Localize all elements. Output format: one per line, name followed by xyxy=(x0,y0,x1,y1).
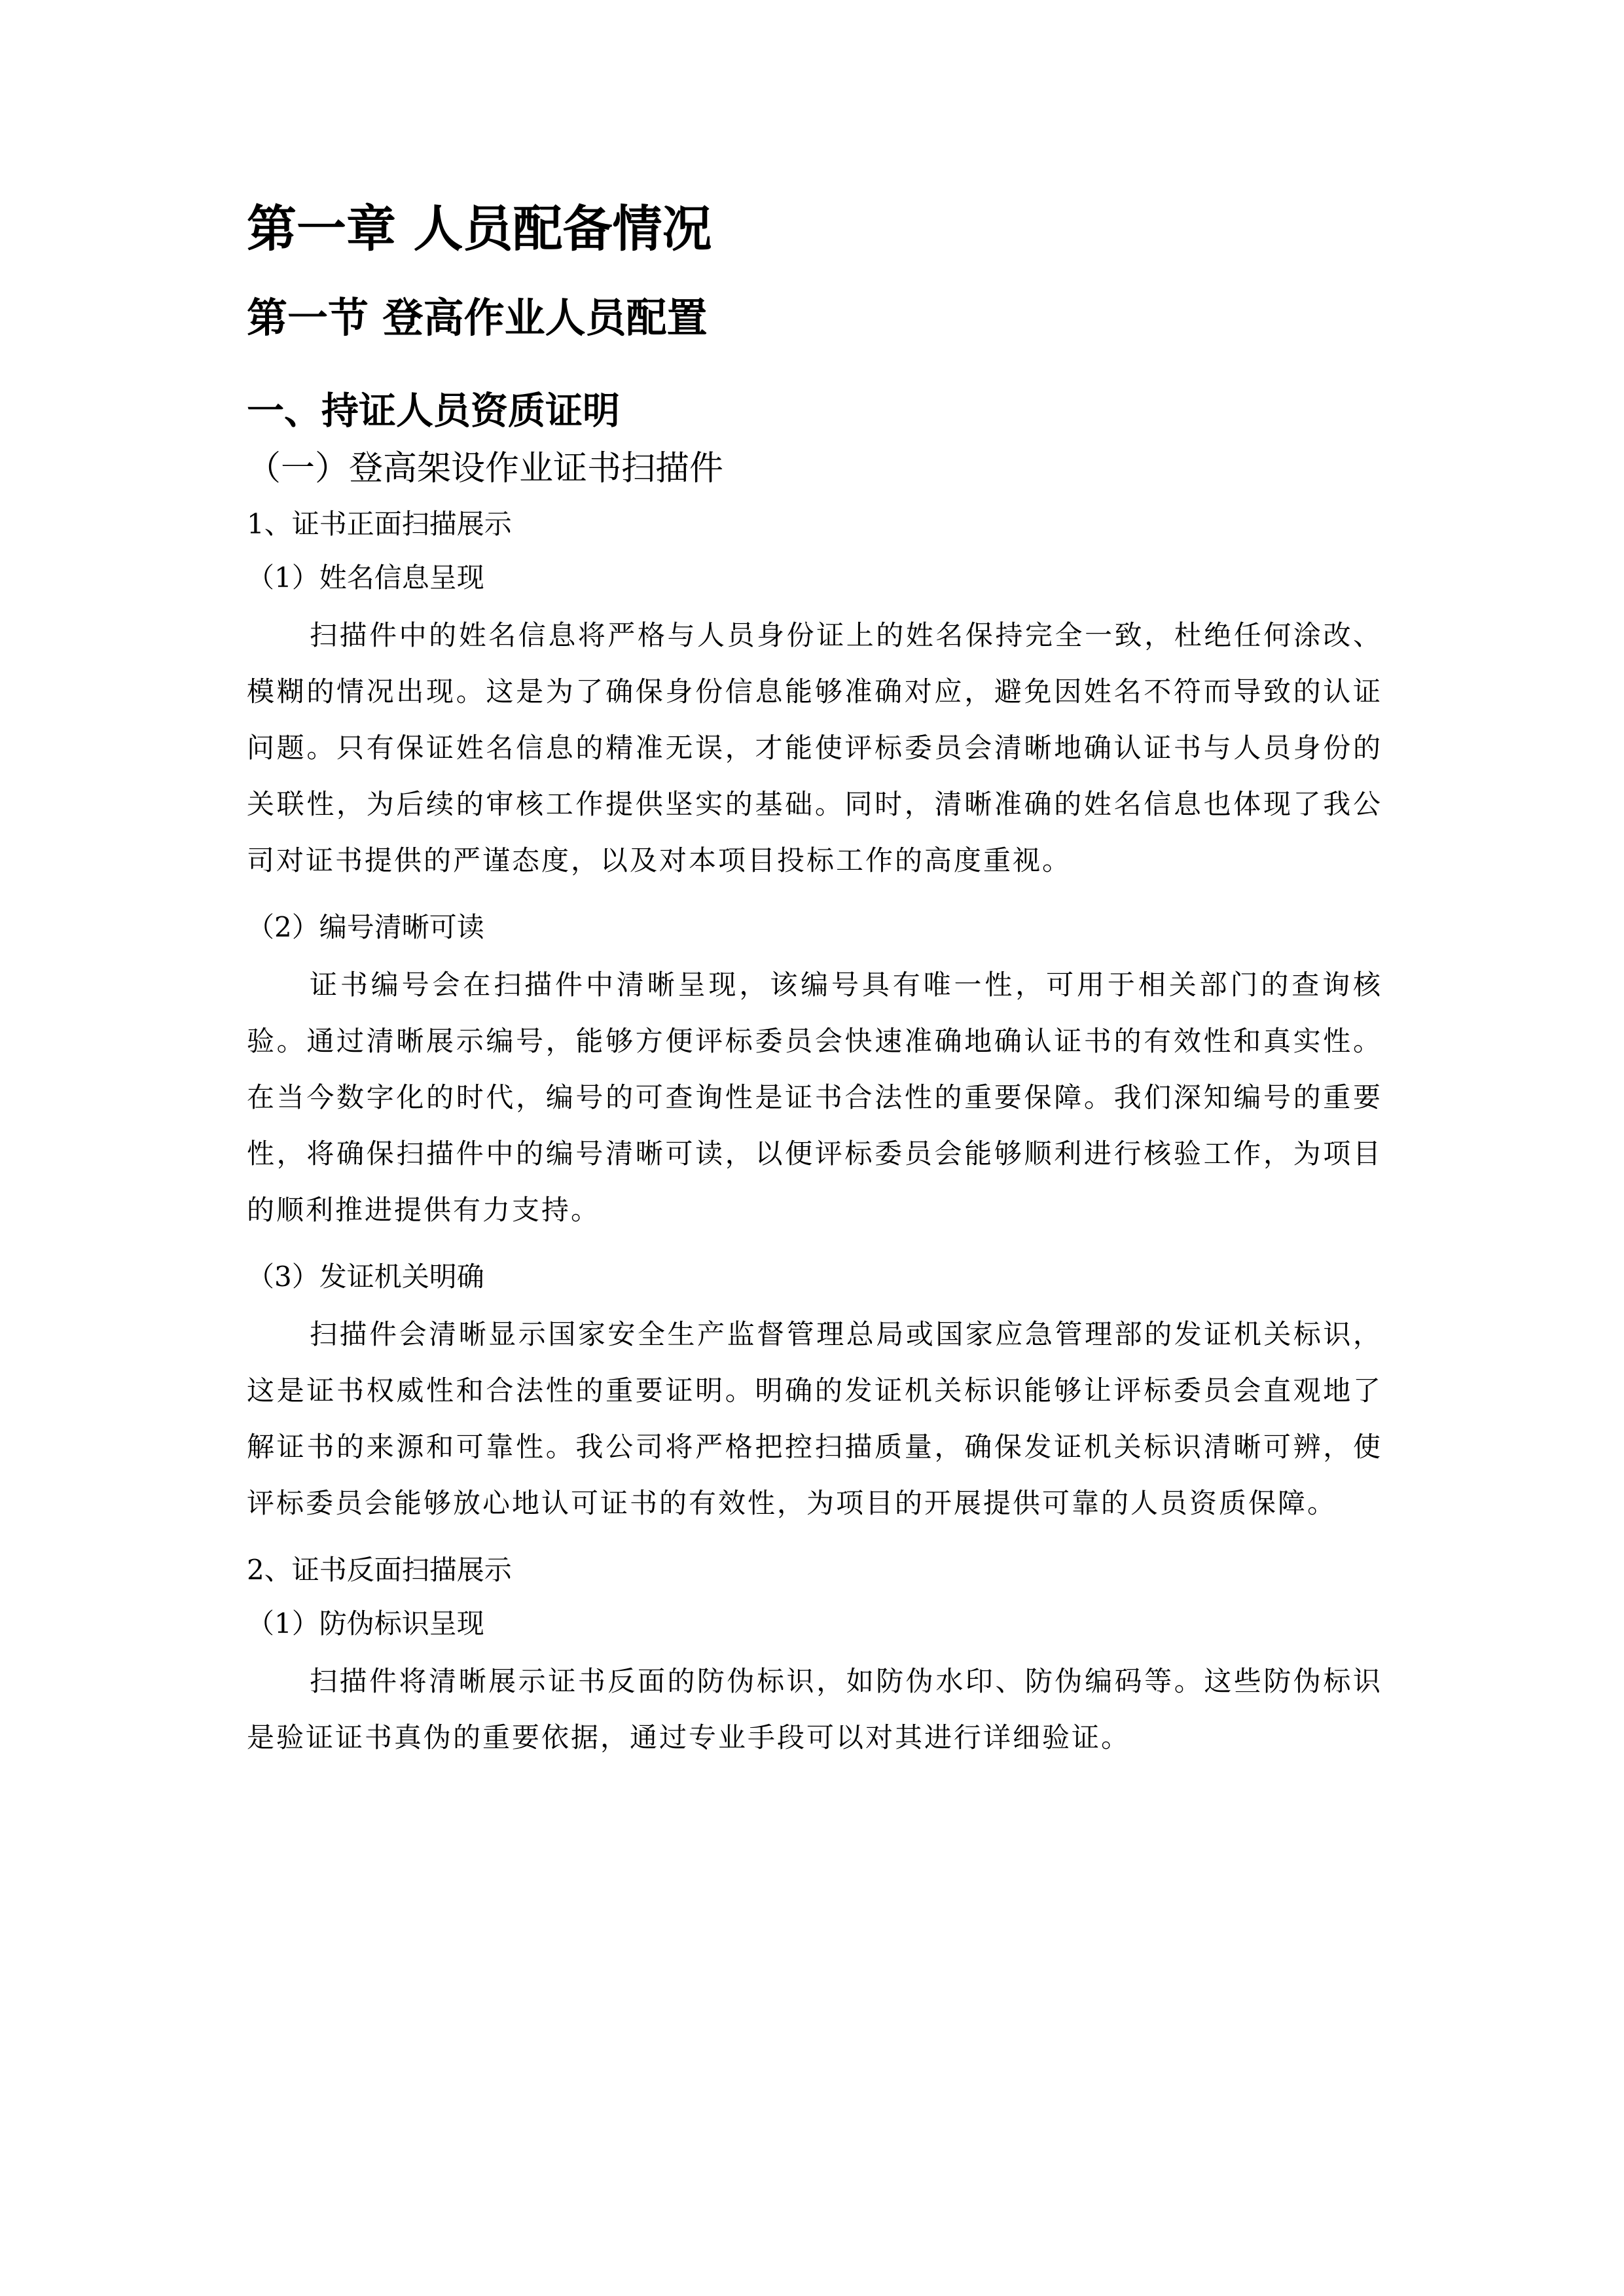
heading-qualification-proof: 一、持证人员资质证明 xyxy=(247,389,620,433)
document-page xyxy=(247,196,1382,1783)
subheading-name-info: （1）姓名信息呈现 xyxy=(247,562,484,594)
chapter-title: 第一章 人员配备情况 xyxy=(247,200,712,258)
heading-certificate-scans: （一）登高架设作业证书扫描件 xyxy=(247,449,724,488)
paragraph-anti-counterfeit: 扫描件将清晰展示证书反面的防伪标识，如防伪水印、防伪编码等。这些防伪标识是验证证书真伪的重要依据，通过专业手段可以对其进行详细验证。 xyxy=(247,1665,1382,1753)
subheading-anti-counterfeit: （1）防伪标识呈现 xyxy=(247,1607,484,1640)
subheading-issuing-authority: （3）发证机关明确 xyxy=(247,1261,484,1293)
section-title: 第一节 登高作业人员配置 xyxy=(247,294,708,342)
paragraph-number-readable: 证书编号会在扫描件中清晰呈现，该编号具有唯一性，可用于相关部门的查询核验。通过清晰展示编号，能够方便评标委员会快速准确地确认证书的有效性和真实性。在当今数字化的时代，编号的可查询性是证书合法性的重要保障。我们深知编号的重要性，将确保扫描件中的编号清晰可读，以便评标委员会能够顺利进行核验工作，为项目的顺利推进提供有力支持。 xyxy=(247,969,1382,1226)
paragraph-name-info: 扫描件中的姓名信息将严格与人员身份证上的姓名保持完全一致，杜绝任何涂改、模糊的情况出现。这是为了确保身份信息能够准确对应，避免因姓名不符而导致的认证问题。只有保证姓名信息的精准无误，才能使评标委员会清晰地确认证书与人员身份的关联性，为后续的审核工作提供坚实的基础。同时，清晰准确的姓名信息也体现了我公司对证书提供的严谨态度，以及对本项目投标工作的高度重视。 xyxy=(247,619,1382,876)
heading-back-scan: 2、证书反面扫描展示 xyxy=(247,1554,512,1586)
heading-front-scan: 1、证书正面扫描展示 xyxy=(247,508,512,540)
subheading-number-readable: （2）编号清晰可读 xyxy=(247,911,484,943)
paragraph-issuing-authority: 扫描件会清晰显示国家安全生产监督管理总局或国家应急管理部的发证机关标识，这是证书权威性和合法性的重要证明。明确的发证机关标识能够让评标委员会直观地了解证书的来源和可靠性。我公司将严格把控扫描质量，确保发证机关标识清晰可辨，使评标委员会能够放心地认可证书的有效性，为项目的开展提供可靠的人员资质保障。 xyxy=(247,1318,1382,1519)
